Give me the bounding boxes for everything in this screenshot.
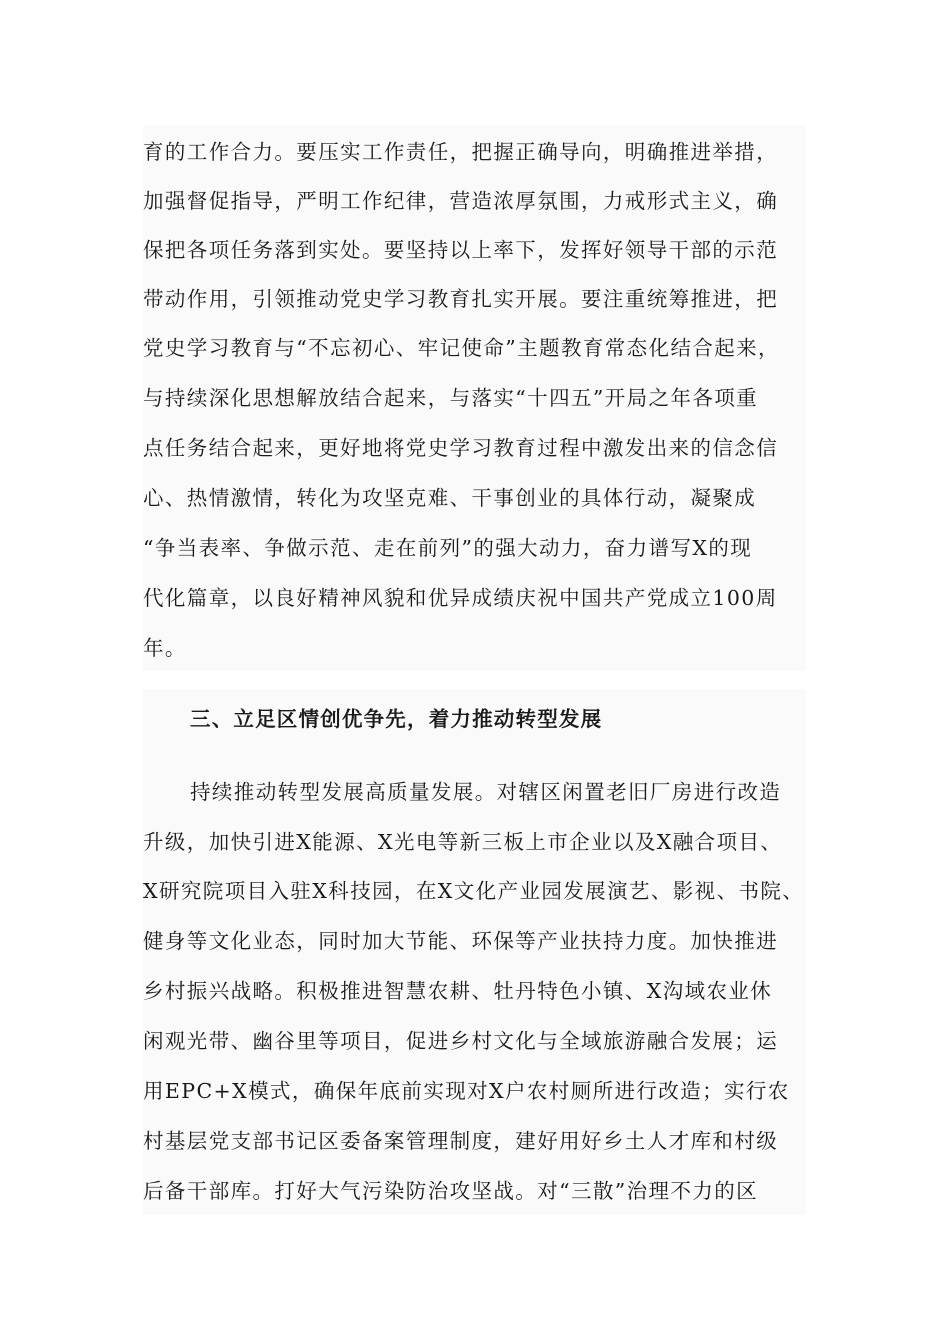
paragraph-line: 乡村振兴战略。积极推进智慧农耕、牡丹特色小镇、X沟域农业休	[143, 979, 773, 1003]
paragraph-line: 与持续深化思想解放结合起来，与落实“十四五”开局之年各项重	[143, 386, 759, 410]
paragraph-line: 持续推动转型发展高质量发展。对辖区闲置老旧厂房进行改造	[190, 780, 782, 804]
paragraph-line: 健身等文化业态，同时加大节能、环保等产业扶持力度。加快推进	[143, 929, 779, 953]
paragraph-line: 升级，加快引进X能源、X光电等新三板上市企业以及X融合项目、	[143, 830, 783, 854]
paragraph-line: “争当表率、争做示范、走在前列”的强大动力，奋力谱写X的现	[143, 536, 753, 560]
paragraph-line: X研究院项目入驻X科技园，在X文化产业园发展演艺、影视、书院、	[143, 879, 805, 903]
paragraph-line: 后备干部库。打好大气污染防治攻坚战。对“三散”治理不力的区	[143, 1179, 759, 1203]
paragraph-line: 村基层党支部书记区委备案管理制度，建好用好乡土人才库和村级	[143, 1129, 779, 1153]
paragraph-line: 保把各项任务落到实处。要坚持以上率下，发挥好领导干部的示范	[143, 238, 779, 262]
paragraph-line: 加强督促指导，严明工作纪律，营造浓厚氛围，力戒形式主义，确	[143, 189, 779, 213]
paragraph-line: 年。	[143, 636, 187, 660]
paragraph-line: 带动作用，引领推动党史学习教育扎实开展。要注重统筹推进，把	[143, 287, 779, 311]
section-heading: 三、立足区情创优争先，着力推动转型发展	[190, 707, 603, 731]
paragraph-line: 点任务结合起来，更好地将党史学习教育过程中激发出来的信念信	[143, 436, 779, 460]
paragraph-line: 用EPC+X模式，确保年底前实现对X户农村厕所进行改造；实行农	[143, 1079, 790, 1103]
paragraph-line: 党史学习教育与“不忘初心、牢记使命”主题教育常态化结合起来，	[143, 336, 780, 360]
paragraph-line: 代化篇章，以良好精神风貌和优异成绩庆祝中国共产党成立100周	[143, 586, 778, 610]
paragraph-line: 心、热情激情，转化为攻坚克难、干事创业的具体行动，凝聚成	[143, 486, 757, 510]
paragraph-line: 闲观光带、幽谷里等项目，促进乡村文化与全域旅游融合发展；运	[143, 1029, 779, 1053]
paragraph-line: 育的工作合力。要压实工作责任，把握正确导向，明确推进举措，	[143, 140, 779, 164]
